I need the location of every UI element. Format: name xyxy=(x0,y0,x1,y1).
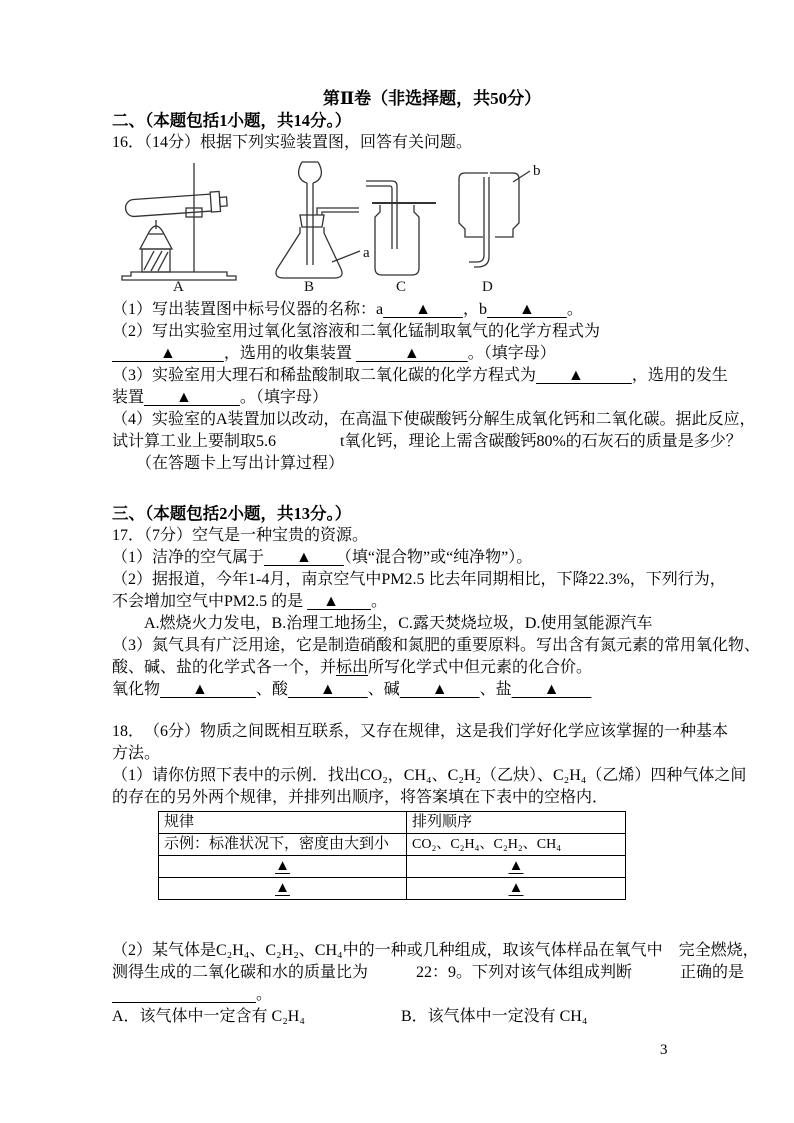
table-example-rule: 示例：标准状况下，密度由大到小 xyxy=(159,834,407,856)
answer-blank: ▲ xyxy=(508,880,524,896)
q16-part4-line1: （4）实验室的A装置加以改动，在高温下使碳酸钙分解生成氧化钙和二氧化碳。据此反应， xyxy=(112,411,756,428)
q17-part2-options: A.燃烧火力发电，B.治理工地扬尘，C.露天焚烧垃圾，D.使用氢能源汽车 xyxy=(112,615,653,632)
delivery-tube xyxy=(317,208,359,215)
conical-flask xyxy=(276,227,342,278)
table-blank-cell xyxy=(159,878,407,900)
q16-part3-line2: 装置 ▲ 。（填字母） xyxy=(112,389,328,406)
stopper-nub xyxy=(220,197,228,206)
q18-lead-line1: 18． （6分）物质之间既相互联系，又存在规律，这是我们学好化学应该掌握的一种基本 xyxy=(112,723,729,740)
table-blank-cell xyxy=(159,856,407,878)
apparatus-d-inverted-bottle xyxy=(459,171,530,267)
answer-blank: ▲ xyxy=(383,301,463,318)
q18-part2-options: A．该气体中一定含有 C₂H₄ B．该气体中一定没有 CH₄ xyxy=(112,1008,588,1025)
answer-blank: ▲ xyxy=(399,681,480,698)
page-number: 3 xyxy=(660,1042,668,1058)
table-header-rule: 规律 xyxy=(159,812,407,834)
apparatus-label-B: B xyxy=(304,279,315,293)
answer-blank: ▲ xyxy=(275,858,290,874)
q16-part2-line1: （2）写出实验室用过氧化氢溶液和二氧化锰制取氧气的化学方程式为 xyxy=(112,323,601,340)
label-b-pointer: b xyxy=(533,163,541,179)
q18-part2-line2: 测得生成的二氧化碳和水的质量比为 22：9。下列对该气体组成判断 正确的是 xyxy=(112,964,745,981)
q16-lead: 16．（14分）根据下列实验装置图，回答有关问题。 xyxy=(112,134,473,151)
q17-part2-line1: （2）据报道，今年1-4月，南京空气中PM2.5 比去年同期相比，下降22.3%，下列行为， xyxy=(112,571,726,588)
answer-blank: ▲ xyxy=(287,681,368,698)
q17-part3-line2: 酸、碱、盐的化学式各一个，并标出所写化学式中但元素的化合价。 xyxy=(112,659,593,676)
q16-part2-line2: ▲ ，选用的收集装置 ▲ 。（填字母） xyxy=(112,345,556,362)
q16-part3-line1: （3）实验室用大理石和稀盐酸制取二氧化碳的化学方程式为 ▲ ，选用的发生 xyxy=(112,367,728,384)
table-header-order: 排列顺序 xyxy=(407,812,626,834)
answer-blank xyxy=(112,986,256,1003)
answer-blank: ▲ xyxy=(508,858,524,874)
answer-blank: ▲ xyxy=(160,681,256,698)
section3-heading: 三、（本题包括2小题，共13分。） xyxy=(112,504,352,523)
apparatus-label-A: A xyxy=(173,279,184,293)
answer-blank: ▲ xyxy=(307,593,371,610)
q18-part2-blank: 。 xyxy=(112,984,752,1006)
q18-lead-line2: 方法。 xyxy=(112,745,161,762)
answer-blank: ▲ xyxy=(275,880,290,896)
apparatus-label-D: D xyxy=(482,279,493,293)
alcohol-lamp xyxy=(140,220,172,272)
q17-lead: 17．（7分）空气是一种宝贵的资源。 xyxy=(112,527,369,544)
pointer-a-line xyxy=(332,251,360,262)
q16-part1: （1）写出装置图中标号仪器的名称：a ▲ ，b ▲ 。 xyxy=(112,301,583,318)
answer-blank: ▲ xyxy=(511,681,592,698)
apparatus-c-collection-bottle xyxy=(366,181,436,275)
page-content xyxy=(112,88,761,1028)
exam-title: 第Ⅱ卷（非选择题，共50分） xyxy=(322,89,542,108)
q17-part2-line2: 不会增加空气中PM2.5 的是 ▲ 。 xyxy=(112,593,387,610)
q18-part2-line1: （2）某气体是C₂H₄、C₂H₂、CH₄中的一种或几种组成，取该气体样品在氧气中 完全燃烧， xyxy=(112,942,759,959)
table-blank-cell xyxy=(407,878,626,900)
stopper xyxy=(210,191,220,212)
q16-part4-note: （在答题卡上写出计算过程） xyxy=(112,455,345,472)
underlined-word: 标出 xyxy=(336,659,369,676)
apparatus-b-gas-generator xyxy=(276,162,360,278)
q18-part1-line1: （1）请你仿照下表中的示例．找出CO₂，CH₄、C₂H₂（乙炔）、C₂H₄（乙烯）四种气体之间 xyxy=(112,767,747,784)
answer-blank: ▲ xyxy=(536,367,632,384)
funnel-bulb xyxy=(299,162,322,183)
q17-part3-line1: （3）氮气具有广泛用途，它是制造硝酸和氮肥的重要原料。写出含有氮元素的常用氧化物、 xyxy=(112,637,761,654)
apparatus-label-C: C xyxy=(396,279,407,293)
section2-heading: 二、（本题包括1小题，共14分。） xyxy=(112,111,352,130)
test-tube xyxy=(125,194,211,217)
apparatus-figure xyxy=(114,159,544,293)
q17-part1: （1）洁净的空气属于 ▲ （填“混合物”或“纯净物”）。 xyxy=(112,549,533,566)
q17-part3-answers: 氧化物 ▲ 、酸 ▲ 、碱 ▲ 、盐 ▲ xyxy=(112,681,592,698)
q18-part1-line2: 的存在的另外两个规律，并排列出顺序，将答案填在下表中的空格内． xyxy=(112,789,609,806)
answer-blank: ▲ xyxy=(264,549,344,566)
apparatus-a-heating-setup xyxy=(122,163,236,280)
answer-blank: ▲ xyxy=(112,345,224,362)
bottle-right xyxy=(490,173,519,237)
bent-tube xyxy=(366,181,397,249)
answer-blank: ▲ xyxy=(486,301,567,318)
answer-blank: ▲ xyxy=(144,389,240,406)
answer-blank: ▲ xyxy=(355,345,468,362)
table-blank-cell xyxy=(407,856,626,878)
label-a-pointer: a xyxy=(363,245,370,261)
inner-tube xyxy=(469,177,489,267)
flask-stopper xyxy=(300,215,324,227)
pointer-b-line xyxy=(513,171,530,182)
q18-rules-table xyxy=(158,811,626,900)
table-example-order: CO₂、C₂H₄、C₂H₂、CH₄ xyxy=(407,834,626,856)
q16-part4-line2: 试计算工业上要制取5.6 t氧化钙，理论上需含碳酸钙80%的石灰石的质量是多少？ xyxy=(112,433,742,450)
